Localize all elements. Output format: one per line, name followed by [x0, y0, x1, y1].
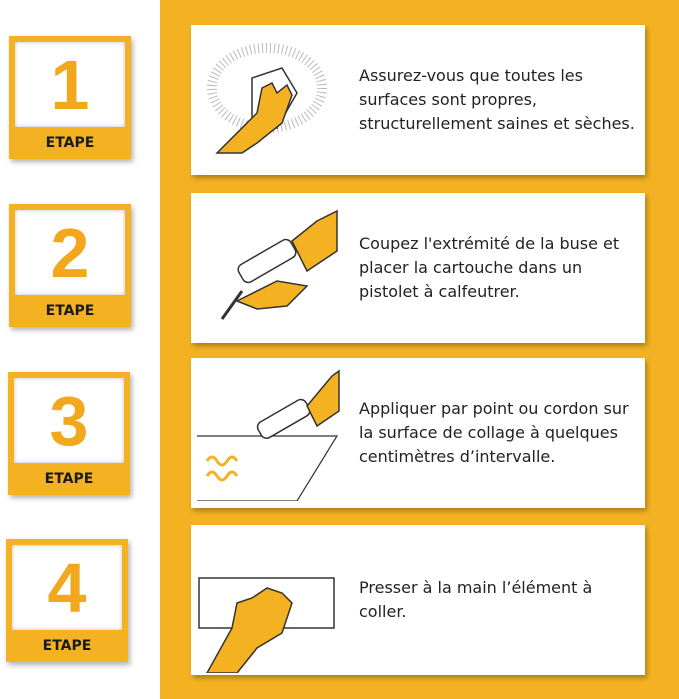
step-4-card — [191, 525, 645, 675]
step-label: ETAPE — [45, 303, 95, 319]
step-2-badge — [9, 204, 131, 327]
step-number: 4 — [12, 545, 122, 630]
step-number: 3 — [14, 378, 124, 463]
hand-pressing-icon — [197, 533, 347, 673]
step-number: 1 — [15, 42, 125, 127]
caulking-gun-icon — [197, 201, 347, 331]
step-3-card — [191, 358, 645, 508]
step-1-card — [191, 25, 645, 175]
step-label: ETAPE — [45, 135, 95, 151]
hand-wiping-icon — [197, 33, 347, 163]
step-3-badge — [8, 372, 130, 495]
step-2-card — [191, 193, 645, 343]
step-text: Presser à la main l’élément à coller. — [359, 578, 593, 621]
step-number: 2 — [15, 210, 125, 295]
step-label: ETAPE — [42, 638, 92, 654]
step-1-badge — [9, 36, 131, 159]
step-label: ETAPE — [44, 471, 94, 487]
applying-adhesive-icon — [197, 366, 347, 501]
step-4-badge — [6, 539, 128, 662]
step-text: Assurez-vous que toutes les surfaces sont propres, structurellement saines et sèches. — [359, 66, 635, 133]
step-text: Appliquer par point ou cordon sur la surface de collage à quelques centimètres d’intervalle. — [359, 399, 629, 466]
step-text: Coupez l'extrémité de la buse et placer la cartouche dans un pistolet à calfeutrer. — [359, 234, 620, 301]
